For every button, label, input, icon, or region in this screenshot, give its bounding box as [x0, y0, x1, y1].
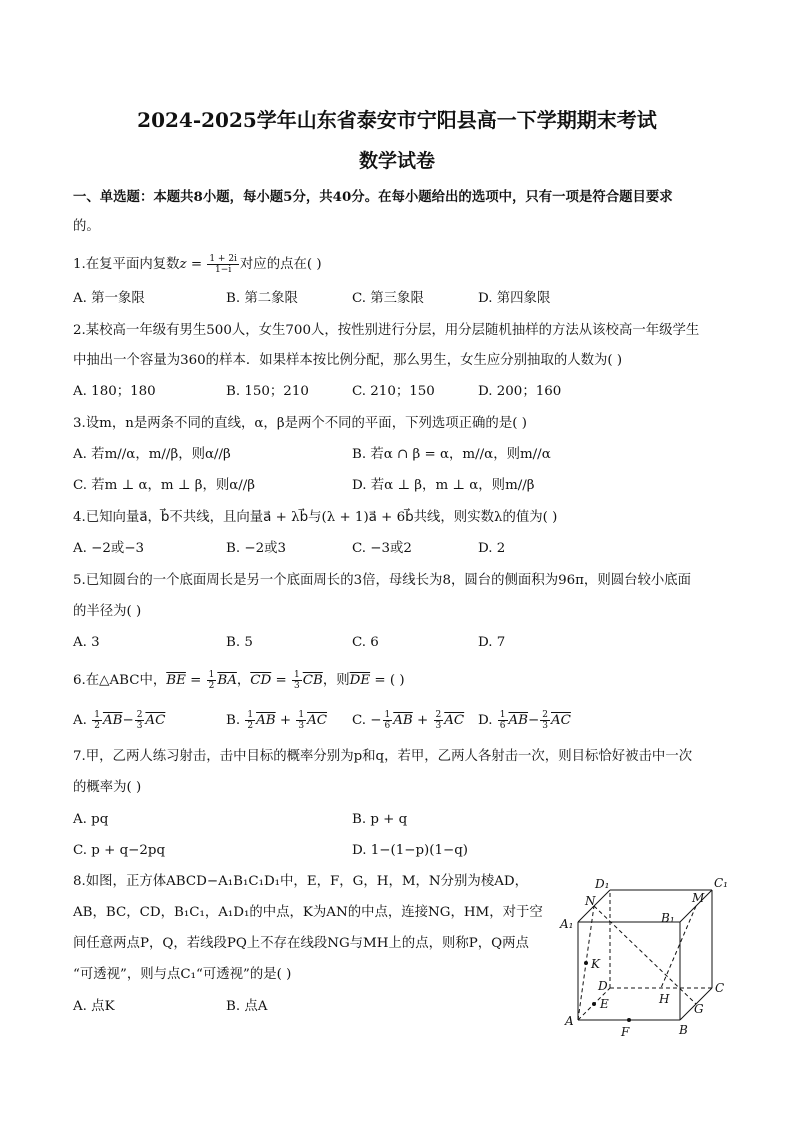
q6-vec-be: $\overline{BE}$ — [166, 673, 186, 688]
q6-vec-ba: $\overline{BA}$ — [217, 673, 237, 688]
label-b1: B₁ — [661, 911, 675, 925]
q6-opt-c-sign: + — [412, 713, 433, 728]
label-b: B — [679, 1023, 688, 1037]
q2-option-a: A. 180；180 — [73, 384, 156, 399]
q6-eq1: = — [185, 673, 206, 688]
q8-option-b: B. 点A — [226, 999, 268, 1014]
question-2-line2: 中抽出一个容量为360的样本．如果样本按比例分配，那么男生，女生应分别抽取的人数为( ) — [73, 353, 623, 368]
q6-opt-c-vec-ac: $\overline{AC}$ — [444, 713, 465, 728]
q6-opt-b-f2d: 3 — [298, 721, 305, 731]
q6-opt-d-frac2 — [540, 710, 550, 731]
q6-then: ，则 — [322, 673, 350, 688]
q2-option-b: B. 150；210 — [226, 384, 309, 399]
q6-opt-a-vec-ab: $\overline{AB}$ — [102, 713, 123, 728]
q3-option-d: D. 若α ⊥ β，m ⊥ α，则m//β — [352, 478, 535, 493]
q6-opt-c-frac2 — [434, 710, 444, 731]
q7-option-c: C. p + q−2pq — [73, 843, 166, 858]
q5-option-d: D. 7 — [478, 635, 506, 650]
label-c1: C₁ — [714, 876, 728, 890]
question-8-line1: 8.如图，正方体ABCD−A₁B₁C₁D₁中，E，F，G，H，M，N分别为棱AD， — [73, 874, 529, 889]
q6-option-c — [352, 710, 464, 731]
q1-z: z = — [179, 257, 203, 272]
q6-vec-cb: $\overline{CB}$ — [302, 673, 323, 688]
q3-option-c: C. 若m ⊥ α，m ⊥ β，则α//β — [73, 478, 256, 493]
q6-option-d — [478, 710, 571, 731]
cube-figure — [555, 870, 745, 1045]
q4-option-a: A. −2或−3 — [73, 541, 145, 556]
question-1 — [73, 254, 322, 275]
q6-frac2 — [292, 670, 302, 691]
q6-opt-d-sign: − — [528, 713, 540, 728]
section-header-line2: 的。 — [73, 219, 100, 234]
q6-opt-d-f1n: 1 — [499, 710, 506, 720]
q6-vec-cd: $\overline{CD}$ — [250, 673, 272, 688]
q6-opt-b-sign: + — [275, 713, 296, 728]
q6-opt-a-f2n: 2 — [136, 710, 143, 720]
q6-opt-c-vec-ab: $\overline{AB}$ — [393, 713, 413, 728]
q6-opt-b-f2n: 1 — [298, 710, 305, 720]
q6-sep: ， — [236, 673, 251, 688]
q6-opt-b-vec-ac: $\overline{AC}$ — [307, 713, 328, 728]
label-n: N — [585, 894, 596, 908]
question-2-line1: 2.某校高一年级有男生500人，女生700人，按性别进行分层，用分层随机抽样的方法从该校高一年级学生 — [73, 323, 700, 338]
q1-numerator: 1 + 2i — [209, 254, 237, 264]
q7-option-a: A. pq — [73, 812, 109, 827]
exam-title: 2024-2025学年山东省泰安市宁阳县高一下学期期末考试 — [137, 108, 657, 132]
q5-option-a: A. 3 — [73, 635, 100, 650]
q7-option-d: D. 1−(1−p)(1−q) — [352, 843, 469, 858]
q6-vec-de: $\overline{DE}$ — [349, 673, 371, 688]
q6-frac1-num: 1 — [208, 670, 215, 680]
q6-opt-c-f1n: 1 — [384, 710, 391, 720]
q6-opt-d-vec-ab: $\overline{AB}$ — [508, 713, 529, 728]
q6-frac1-den: 2 — [208, 681, 215, 691]
q6-opt-d-vec-ac: $\overline{AC}$ — [551, 713, 571, 728]
label-f: F — [621, 1025, 630, 1039]
q6-opt-b-frac2 — [296, 710, 306, 731]
q6-opt-d-label: D. — [478, 713, 493, 728]
q1-option-b: B. 第二象限 — [226, 291, 298, 306]
label-d: D — [598, 979, 608, 993]
label-m: M — [692, 891, 705, 905]
q6-opt-b-label: B. — [226, 713, 241, 728]
point-e — [592, 1002, 596, 1006]
q6-option-b — [226, 710, 327, 731]
q6-opt-c-neg: − — [370, 713, 382, 728]
question-4: 4.已知向量a⃗，b⃗不共线，且向量a⃗ + λb⃗与(λ + 1)a⃗ + 6b⃗共线，则实数λ的值为( ) — [73, 510, 558, 525]
question-7-line2: 的概率为( ) — [73, 780, 142, 795]
q1-option-a: A. 第一象限 — [73, 291, 145, 306]
q6-suffix: = ( ) — [370, 673, 405, 688]
point-f — [627, 1018, 631, 1022]
q6-opt-b-f1d: 2 — [247, 721, 254, 731]
question-3: 3.设m，n是两条不同的直线，α，β是两个不同的平面，下列选项正确的是( ) — [73, 416, 527, 431]
q6-frac2-num: 1 — [293, 670, 300, 680]
q6-opt-a-label: A. — [73, 713, 87, 728]
q6-opt-a-sign: − — [122, 713, 134, 728]
q6-opt-c-label: C. — [352, 713, 367, 728]
q6-opt-b-vec-ab: $\overline{AB}$ — [256, 713, 276, 728]
question-8-line4: “可透视”，则与点C₁“可透视”的是( ) — [73, 967, 292, 982]
question-8-line3: 间任意两点P，Q，若线段PQ上不存在线段NG与MH上的点，则称P，Q两点 — [73, 936, 529, 951]
question-6 — [73, 670, 405, 691]
q6-opt-d-frac1 — [498, 710, 508, 731]
q4-option-c: C. −3或2 — [352, 541, 412, 556]
q6-opt-c-frac1 — [383, 710, 393, 731]
question-8-line2: AB，BC，CD，B₁C₁，A₁D₁的中点，K为AN的中点，连接NG，HM，对于空 — [73, 905, 543, 920]
point-k — [584, 961, 588, 965]
q6-option-a — [73, 710, 165, 731]
label-a: A — [565, 1014, 574, 1028]
label-e: E — [600, 997, 609, 1011]
q6-opt-d-f2d: 3 — [542, 721, 548, 731]
section-header-line1: 一、单选题：本题共8小题，每小题5分，共40分。在每小题给出的选项中，只有一项是符合题目要求 — [73, 189, 673, 205]
q6-opt-a-frac2 — [135, 710, 145, 731]
q6-opt-b-frac1 — [245, 710, 255, 731]
q1-suffix: 对应的点在( ) — [239, 257, 322, 272]
q6-opt-a-f2d: 3 — [136, 721, 143, 731]
q6-opt-b-f1n: 1 — [247, 710, 254, 720]
q6-opt-c-f2d: 3 — [435, 721, 442, 731]
q1-option-c: C. 第三象限 — [352, 291, 424, 306]
q5-option-b: B. 5 — [226, 635, 253, 650]
q1-option-d: D. 第四象限 — [478, 291, 551, 306]
q4-option-d: D. 2 — [478, 541, 506, 556]
label-a1: A₁ — [560, 917, 574, 931]
q1-denominator: 1−i — [215, 265, 232, 275]
q7-option-b: B. p + q — [352, 812, 408, 827]
question-7-line1: 7.甲，乙两人练习射击，击中目标的概率分别为p和q，若甲，乙两人各射击一次，则目标恰好被击中一次 — [73, 749, 693, 764]
label-c: C — [715, 981, 725, 995]
q6-opt-c-f1d: 6 — [384, 721, 391, 731]
q8-option-a: A. 点K — [73, 999, 115, 1014]
q6-opt-a-f1d: 2 — [94, 721, 100, 731]
q6-opt-a-f1n: 1 — [94, 710, 100, 720]
label-d1: D₁ — [595, 877, 610, 891]
question-5-line2: 的半径为( ) — [73, 604, 142, 619]
q2-option-d: D. 200；160 — [478, 384, 562, 399]
q1-prefix: 1.在复平面内复数 — [73, 257, 180, 272]
q4-option-b: B. −2或3 — [226, 541, 287, 556]
q6-opt-a-vec-ac: $\overline{AC}$ — [145, 713, 166, 728]
q1-fraction — [207, 254, 239, 275]
exam-subtitle: 数学试卷 — [358, 150, 435, 172]
label-k: K — [591, 957, 600, 971]
q6-eq2: = — [271, 673, 291, 688]
question-5-line1: 5.已知圆台的一个底面周长是另一个底面周长的3倍，母线长为8，圆台的侧面积为96π，则圆台较小底面 — [73, 573, 692, 588]
q2-option-c: C. 210；150 — [352, 384, 435, 399]
q6-opt-d-f1d: 6 — [499, 721, 506, 731]
q3-option-a: A. 若m//α，m//β，则α//β — [73, 447, 231, 462]
q3-option-b: B. 若α ∩ β = α，m//α，则m//α — [352, 447, 551, 462]
q5-option-c: C. 6 — [352, 635, 379, 650]
q6-prefix: 6.在△ABC中， — [73, 673, 167, 688]
q6-opt-d-f2n: 2 — [542, 710, 548, 720]
label-g: G — [694, 1002, 704, 1016]
q6-opt-c-f2n: 2 — [435, 710, 442, 720]
q6-frac1 — [207, 670, 217, 691]
label-h: H — [659, 992, 670, 1006]
q6-frac2-den: 3 — [293, 681, 300, 691]
q6-opt-a-frac1 — [92, 710, 102, 731]
